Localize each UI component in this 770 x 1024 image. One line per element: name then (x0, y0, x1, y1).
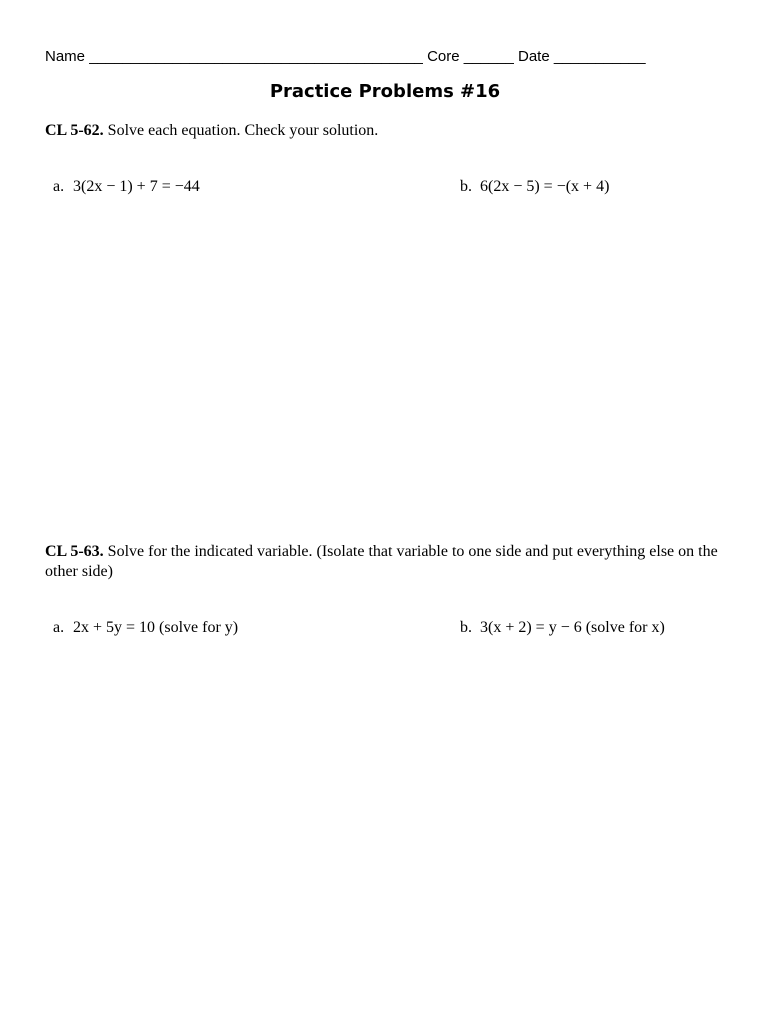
problem-id: CL 5-62. (45, 122, 104, 139)
problem-item-5-63-b (452, 601, 665, 637)
problem-item-5-62-b (452, 160, 609, 196)
date-blank[interactable]: ___________ (553, 48, 646, 65)
problem-id: CL 5-63. (45, 543, 104, 560)
header-line (45, 48, 646, 65)
problem-instruction: Solve each equation. Check your solution. (107, 122, 379, 139)
name-blank[interactable]: ________________________________________ (89, 48, 423, 65)
item-label: a. (53, 178, 65, 195)
page-title: Practice Problems #16 (269, 81, 501, 102)
problem-heading-5-62 (45, 121, 725, 141)
item-text: 3(2x − 1) + 7 = −44 (73, 178, 200, 195)
date-label: Date (517, 48, 550, 65)
core-label: Core (427, 48, 460, 65)
item-label: a. (53, 619, 65, 636)
problem-instruction: Solve for the indicated variable. (Isolate that variable to one side and put everything else on the other side) (45, 543, 718, 580)
core-blank[interactable]: ______ (463, 48, 514, 65)
item-label: b. (460, 178, 472, 195)
problem-heading-5-63 (45, 542, 725, 582)
problem-item-5-62-a (45, 160, 200, 196)
problem-item-5-63-a (45, 601, 238, 637)
item-label: b. (460, 619, 472, 636)
item-text: 2x + 5y = 10 (solve for y) (73, 619, 239, 636)
item-text: 3(x + 2) = y − 6 (solve for x) (480, 619, 665, 636)
name-label: Name (45, 48, 86, 65)
item-text: 6(2x − 5) = −(x + 4) (480, 178, 610, 195)
